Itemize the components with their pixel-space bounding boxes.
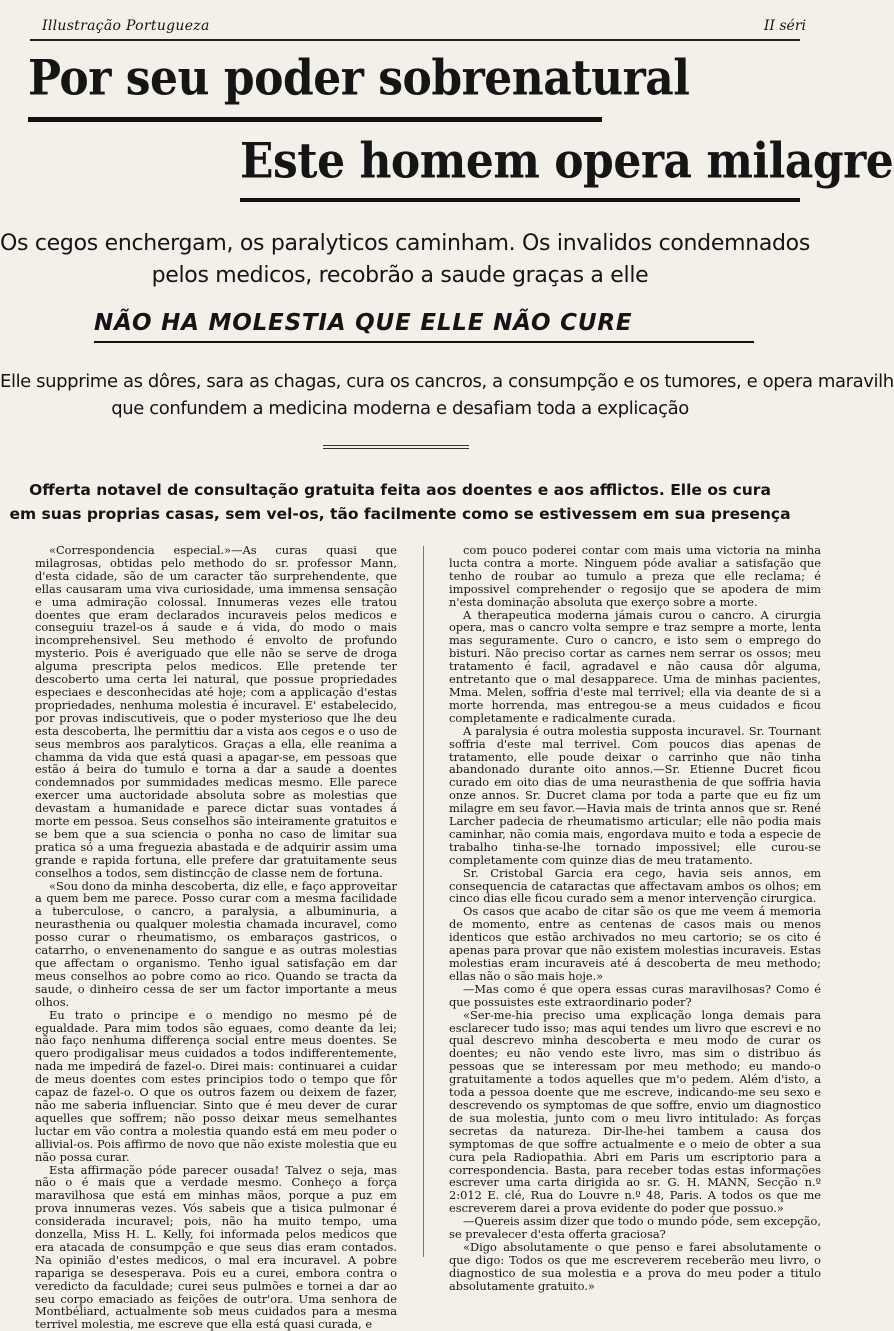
article-paragraph: Esta affirmação póde parecer ousada! Talvez o seja, mas não o é mais que a verdade mesmo. Conheço a força maravilhosa que está em minhas mãos, porque a puz em prova innumeras vezes. Vós sabeis que a tisica pulmonar é considerada incuravel; pois, não ha muito tempo, uma donzella, Miss H. L. Kelly, foi informada pelos medicos que era atacada de consumpção e que seus dias eram contados. Na opinião d'estes medicos, o mal era incuravel. A pobre rapariga se desesperava. Pois eu a curei, embora contra o veredicto da faculdade; curei seus pulmões e tornei a dar ao seu corpo emaciado as feições de outr'ora. Uma senhora de Montbéliard, actualmente sob meus cuidados para a mesma terrivel molestia, me escreve que ella está quasi curada, e xyxy=(35,1164,397,1331)
subheadline-line: pelos medicos, recobrão a saude graças a elle xyxy=(0,260,800,292)
publication-title: Illustração Portugueza xyxy=(42,18,210,34)
masthead-rule xyxy=(30,39,800,41)
article-paragraph: A paralysia é outra molestia supposta incuravel. Sr. Tournant soffria d'este mal terrivel. Com poucos dias apenas de tratamento, elle poude deixar o carrinho que não tinha abandonado durante oito annos.—Sr. Etienne Ducret ficou curado em oito dias de uma neurasthenia de que soffria havia onze annos. Sr. Ducret clama por toda a parte que eu fiz um milagre em seu favor.—Havia mais de trinta annos que sr. René Larcher padecia de rheumatismo articular; elle não podia mais caminhar, não comia mais, engordava muito e toda a especie de trabalho tinha-se-lhe tornado impossivel; elle curou-se completamente com quinze dias de meu tratamento. xyxy=(449,725,821,867)
subheadline xyxy=(0,228,800,292)
tagline-line: que confundem a medicina moderna e desafiam toda a explicação xyxy=(0,395,800,422)
offer-line: em suas proprias casas, sem vel-os, tão facilmente como se estivessem em sua presença xyxy=(0,502,800,526)
subheadline-line: Os cegos enchergam, os paralyticos caminham. Os invalidos condemnados xyxy=(0,228,800,260)
article-paragraph: «Correspondencia especial.»—As curas quasi que milagrosas, obtidas pelo methodo do sr. professor Mann, d'esta cidade, são de um caracter tão surprehendente, que ellas causaram uma viva curiosidade, uma immensa sensação e uma admiração colossal. Innumeras vezes elle tratou doentes que eram declarados incuraveis pelos medicos e conseguiu trazel-os á saude e á vida, do modo o mais incomprehensivel. Seu methodo é envolto de profundo mysterio. Pois é averiguado que elle não se serve de droga alguma prescripta pelos medicos. Elle pretende ter descoberto uma certa lei natural, que possue propriedades especiaes e desconhecidas até hoje; com a applicação d'estas propriedades, nenhuma molestia é incuravel. E' estabelecido, por provas indiscutiveis, que o poder mysterioso que lhe deu esta descoberta, lhe permittiu dar a vista aos cegos e o uso de seus membros aos paralyticos. Graças a ella, elle reanima a chamma da vida que está quasi a apagar-se, em pessoas que estão á beira do tumulo e torna a dar a saude a doentes condemnados por summidades medicas mesmo. Elle parece exercer uma auctoridade absoluta sobre as molestias que devastam a humanidade e parece dictar suas vontades á morte em pessoa. Seus conselhos são inteiramente gratuitos e se bem que a sua sciencia o ponha no caso de limitar sua pratica só a uma freguezia abastada e de adquirir assim uma grande e rapida fortuna, elle prefere dar gratuitamente seus conselhos a todos, sem distincção de classe nem de fortuna. xyxy=(35,544,397,880)
article-paragraph: «Digo absolutamente o que penso e farei absolutamente o que digo: Todos os que me escreverem receberão meu livro, o diagnostico de sua molestia e a prova do meu poder a titulo absolutamente gratuito.» xyxy=(449,1241,821,1293)
article-paragraph: com pouco poderei contar com mais uma victoria na minha lucta contra a morte. Ninguem póde avaliar a satisfação que tenho de roubar ao tumulo a preza que elle reclama; é impossivel comprehender o regosijo que se apodera de mim n'esta dominação absoluta que exerço sobre a morte. xyxy=(449,544,821,609)
article-column-right xyxy=(449,544,821,1293)
article-paragraph: Eu trato o principe e o mendigo no mesmo pé de egualdade. Para mim todos são eguaes, como deante da lei; não faço nenhuma differença social entre meus doentes. Se quero prodigalisar meus cuidados a todos indifferentemente, nada me impedirá de fazel-o. Direi mais: continuarei a cuidar de meus doentes com estes principios todo o tempo que fôr capaz de fazel-o. O que os outros fazem ou deixem de fazer, não me saberia influenciar. Sinto que é meu dever de curar aquelles que soffrem; não posso deixar meus semelhantes luctar em vão contra a molestia quando está em meu poder o allivial-os. Pois affirmo de novo que não existe molestia que eu não possa curar. xyxy=(35,1009,397,1164)
masthead xyxy=(30,18,800,40)
offer-deck xyxy=(0,478,800,526)
headline-primary: Por seu poder sobrenatural xyxy=(28,55,689,103)
article-paragraph: —Mas como é que opera essas curas maravilhosas? Como é que possuistes este extraordinario poder? xyxy=(449,983,821,1009)
section-divider xyxy=(323,445,469,449)
headline-secondary: Este homem opera milagre xyxy=(240,138,893,186)
article-paragraph: A therapeutica moderna jámais curou o cancro. A cirurgia opera, mas o cancro volta sempre e traz sempre a morte, lenta mas seguramente. Curo o cancro, e isto sem o emprego do bisturi. Não preciso cortar as carnes nem serrar os ossos; meu tratamento é facil, agradavel e não causa dôr alguma, entretanto que o mal desapparece. Uma de minhas pacientes, Mma. Melen, soffria d'este mal terrivel; ella via deante de si a morte horrenda, mas entregou-se a meus cuidados e ficou completamente e radicalmente curada. xyxy=(449,609,821,725)
article-paragraph: —Quereis assim dizer que todo o mundo póde, sem excepção, se prevalecer d'esta offerta graciosa? xyxy=(449,1215,821,1241)
series-label: II séri xyxy=(764,18,806,34)
offer-line: Offerta notavel de consultação gratuita feita aos doentes e aos afflictos. Elle os cura xyxy=(0,478,800,502)
article-paragraph: Os casos que acabo de citar são os que me veem á memoria de momento, entre as centenas de casos mais ou menos identicos que estão archivados no meu cartorio; se os cito é apenas para provar que não existem molestias incuraveis. Estas molestias eram incuraveis até á descoberta de meu methodo; ellas não o são mais hoje.» xyxy=(449,905,821,982)
article-paragraph: Sr. Cristobal Garcia era cego, havia seis annos, em consequencia de cataractas que affectavam ambos os olhos; em cinco dias elle ficou curado sem a menor intervenção cirurgica. xyxy=(449,867,821,906)
article-column-left xyxy=(35,544,397,1331)
article-paragraph: «Ser-me-hia preciso uma explicação longa demais para esclarecer tudo isso; mas aqui tendes um livro que escrevi e no qual descrevo minha descoberta e meu modo de curar os doentes; eu não vendo este livro, mas sim o distribuo ás pessoas que se interessam por meu methodo; eu mando-o gratuitamente a todos aquelles que m'o pedem. Além d'isto, a toda a pessoa doente que me escreve, indicando-me seu sexo e descrevendo os symptomas de que soffre, envio um diagnostico de sua molestia, junto com o meu livro intitulado: As forças secretas da natureza. Dir-lhe-hei tambem a causa dos symptomas de que soffre actualmente e o meio de obter a sua cura pela Radiopathia. Abri em Paris um escriptorio para a correspondencia. Basta, para receber todas estas informações escrever uma carta dirigida ao sr. G. H. MANN, Secção n.º 2:012 E. clé, Rua do Louvre n.º 48, Paris. A todos os que me escreverem darei a prova evidente do poder que possuo.» xyxy=(449,1009,821,1216)
banner-headline: NÃO HA MOLESTIA QUE ELLE NÃO CURE xyxy=(94,310,632,336)
tagline xyxy=(0,368,800,422)
tagline-line: Elle supprime as dôres, sara as chagas, cura os cancros, a consumpção e os tumores, e opera maravilh xyxy=(0,368,800,395)
article-paragraph: «Sou dono da minha descoberta, diz elle, e faço approveitar a quem bem me parece. Posso curar com a mesma facilidade a tuberculose, o cancro, a paralysia, a albuminuria, a neurasthenia ou qualquer molestia chamada incuravel, como posso curar o rheumatismo, os embaraços gastricos, o catarrho, o envenenamento do sangue e as outras molestias que affectam o organismo. Tenho igual satisfação em dar meus conselhos ao pobre como ao rico. Quando se tracta da saude, o dinheiro cessa de ser um factor importante a meus olhos. xyxy=(35,880,397,1009)
column-divider xyxy=(423,546,424,1257)
headline-rule-2 xyxy=(240,198,800,202)
headline-rule-1 xyxy=(28,117,602,122)
banner-rule xyxy=(94,341,754,343)
